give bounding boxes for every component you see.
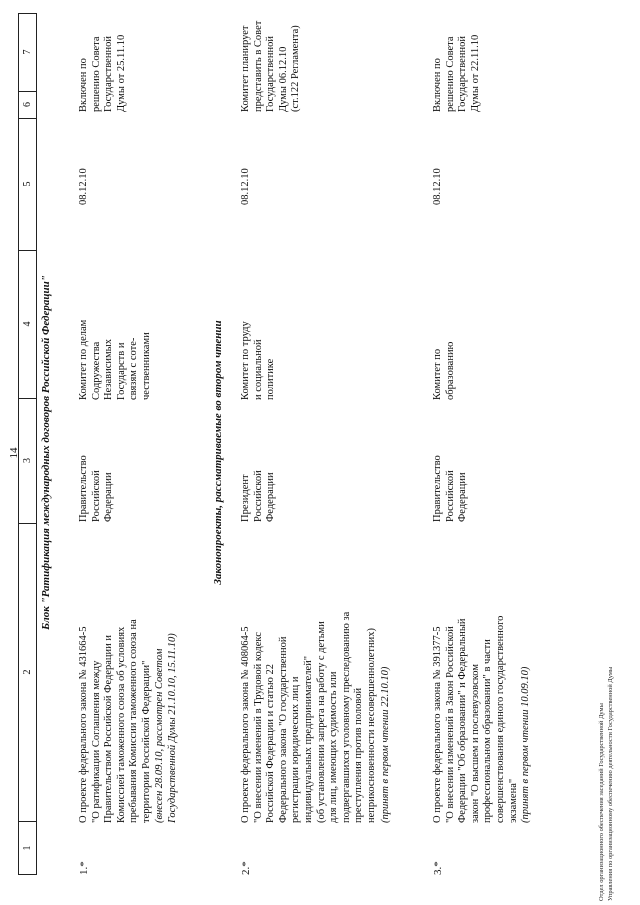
bill-title: О проекте федерального закона № 391377-5 "О внесении изменений в Закон Российской Федерации "Об образовании" и Федеральный закон "О высшем и послевузовском профессиональном образовании" в части совершенствования единого государственного экзамена" xyxy=(432,615,519,823)
footer-line-1: Отдел организационного обеспечения заседаний Государственной Думы xyxy=(598,703,605,901)
footer-line-2: Управления по организационному обеспечению деятельности Государственной Думы xyxy=(607,666,614,901)
row-number: 2.* xyxy=(240,861,252,875)
committee: Комитет по делам Содружества Независимых Государств и связям с соте- чественниками xyxy=(78,319,152,400)
bill-note: (принят в первом чтении 10.09.10) xyxy=(520,666,531,823)
section-title: Законопроекты, рассматриваемые во втором чтении xyxy=(212,320,224,585)
column-header-5: 5 xyxy=(19,118,36,251)
date: 08.12.10 xyxy=(240,168,251,205)
date: 08.12.10 xyxy=(78,168,89,205)
column-header-3: 3 xyxy=(19,398,36,524)
committee: Комитет по труду и социальной политике xyxy=(240,321,277,400)
column-header-7: 7 xyxy=(19,13,36,92)
date: 08.12.10 xyxy=(432,168,443,205)
block-title: Блок "Ратификация международных договоров Российской Федерации" xyxy=(40,275,52,630)
column-header-4: 4 xyxy=(19,250,36,399)
page-number: 14 xyxy=(8,447,20,459)
column-header-2: 2 xyxy=(19,523,36,822)
status: Включен по решению Совета Государственной Думы от 25.11.10 xyxy=(78,34,127,112)
initiator: Правительство Российской Федерации xyxy=(432,455,469,522)
row-number: 1.* xyxy=(78,861,90,875)
initiator: Президент Российской Федерации xyxy=(240,470,277,522)
column-header-row xyxy=(18,13,37,875)
column-header-1: 1 xyxy=(22,845,33,851)
bill-note: (внесен 28.09.10, рассмотрен Советом Государственной Думы 21.10.10, 15.11.10) xyxy=(154,633,178,823)
status: Включен по решению Совета Государственной Думы от 22.11.10 xyxy=(432,34,481,112)
status: Комитет планирует представить в Совет Государственной Думы 06.12.10 (ст.122 Регламента) xyxy=(240,20,302,112)
bill-title: О проекте федерального закона № 431664-5 "О ратификации Соглашения между Правительством Российской Федерации и Комиссией таможенного союза об условиях пребывания Комиссии таможенного союза на территории Российской Федерации" xyxy=(78,619,152,823)
row-number: 3.* xyxy=(432,861,444,875)
column-header-6: 6 xyxy=(19,91,36,119)
initiator: Правительство Российской Федерации xyxy=(78,455,115,522)
committee: Комитет по образованию xyxy=(432,341,456,400)
bill-note: (принят в первом чтении 22.10.10) xyxy=(380,666,391,823)
bill-title: О проекте федерального закона № 408064-5 "О внесении изменений в Трудовой кодекс Российской Федерации и статью 22 Федерального закона "О государственной регистрации юридических лиц и индивидуальных предпринимателей" (об установлении запрета на работу с детьми для лиц, имеющих судимость или подвергавшихся уголовному преследованию за преступления против половой неприкосновенности несовершеннолетних) xyxy=(240,611,377,823)
